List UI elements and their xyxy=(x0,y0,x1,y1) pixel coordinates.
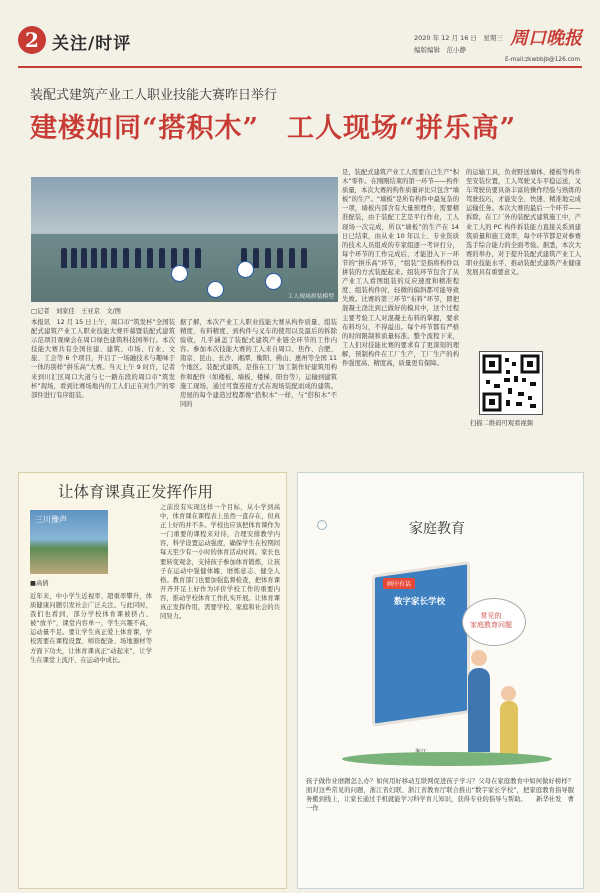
adult-figure-illustration xyxy=(468,668,490,752)
qr-code[interactable] xyxy=(479,351,543,415)
newspaper-logo: 周口晚报 xyxy=(510,28,582,49)
qr-caption: 扫描二维码可观看视频 xyxy=(470,420,533,427)
family-education-caption: 孩子做作业磨蹭怎么办？如何用好移动互联网促进孩子学习？父母在家庭教育中如何做好榜样？面对这些常见的问题，浙江省妇联、浙江省教育厅联合推出“数字家长学校”，把家庭教育指导服务搬到线上，让家长通过手机就能学习科学育儿知识，获得专业的指导与帮助。 新华社发 曹一作 xyxy=(306,778,574,813)
speech-bubble-text: 常见的 家庭教育问题 xyxy=(470,612,512,629)
section-title: 关注/时评 xyxy=(52,34,132,54)
issue-date: 2020 年 12 月 16 日 星期三 xyxy=(414,34,503,42)
phone-screen-title: 数字家长学校 xyxy=(394,597,446,607)
child-figure-illustration xyxy=(500,701,518,755)
page-number-badge: 2 xyxy=(18,26,46,54)
article-headline: 建楼如同“搭积木” 工人现场“拼乐高” xyxy=(30,113,517,144)
ground-illustration xyxy=(342,752,552,766)
pe-image-label: 三川豫声 xyxy=(35,515,67,524)
article-byline: □记者 刘家佳 王亚京 文/图 xyxy=(31,308,121,315)
pe-article-byline: ■高倩 xyxy=(30,580,49,587)
article-kicker: 装配式建筑产业工人职业技能大赛昨日举行 xyxy=(30,88,278,103)
cartoon-tag: 画中有话 xyxy=(383,578,415,589)
article-column-3: 是，装配式建筑产业工人需要自己生产“积木”零件。在刚刚结束的第一环节——构件质量，本次大赛的构件质量评比只包含“墙板”的生产。“墙板”是所有构件中最复杂的一项，墙板内部含有大量预埋件，需要精准配装，由于装配工艺是平行作业，工人现场一次完成，所以“墙板”的生产在 14 日已结束，由从业 10 年以上、专业资质的技术人员组成的专家组逐一考评打分，每个环节的工作完成后，才能进入下一环节的“拼乐高”环节，“组装”是指将构件以拼装的方式装配起来。组装环节包含了从产业工人看图组装的反应速度和精准程度、组装构件时，轻微的偏斜都可能导致失败。比赛的第三环节“布料”环节，即把混凝土浇注到已做好的模具中，这个过程主要考验工人对混凝土布料的掌握，要求布料均匀，不得溢出。每个环节都有严格的时间限制和质量标准。整个流程下来，工人们对技能比赛的要求有了更深刻的理解，预制构件在工厂生产，工厂生产的构件强度高、精度高，质量更有保障。 xyxy=(342,169,459,367)
header-divider xyxy=(18,66,582,68)
pe-article-title: 让体育课真正发挥作用 xyxy=(58,483,214,501)
child-head-illustration xyxy=(501,686,516,701)
circle-decoration-icon xyxy=(317,520,327,530)
pe-article-column-2: 之前没有实现这样一个目标，从小学到高中，体育课在课程表上虽然一直存在，但真正上好的并不多。学校也应该把体育课作为一门重要的课程来对待，合理安排教学内容，科学设置运动强度，确保学生在校期间每天至少有一小时的体育活动时间。家长也要转变观念，支持孩子参加体育锻炼，让孩子在运动中强健体魄、磨炼意志、健全人格。教育部门也要加强监督检查，把体育课开齐开足上好作为评价学校工作的重要内容，推动学校体育工作扎实开展。让体育课真正发挥作用，需要学校、家庭和社会的共同努力。 xyxy=(160,504,280,621)
article-column-2: 据了解，本次产业工人职业技能大赛从构件质量、组装精度、布料精度、到构件与叉车的使用以及最后的拆除验收，几乎涵盖了装配式建筑产业链全环节的工作内容。参加本次技能大赛的工人来自周口、焦作、合肥、南京、昆山、长沙、湘潭、衡阳、佛山、惠州等全国 11 个地区。装配式建筑，是指在工厂加工制作好建筑用构件和配件（如楼板、墙板、楼梯、阳台等），运输到建筑施工现场，通过可靠连接方式在现场装配而成的建筑。房屋的每个建造过程都像“搭积木”一样，与“搭积木”不同的 xyxy=(180,319,337,408)
pe-article-column-1: 近年来，中小学生近视率、超重率攀升，体质健康问题引发社会广泛关注。与此同时，我们也看到，部分学校体育课被挤占、被“放羊”，课堂内容单一，学生兴趣不高，运动量不足。要让学生真正爱上体育课，学校需要在课程设置、师资配备、场地器材等方面下功夫，让体育课真正“动起来”，让学生在课堂上流汗、在运动中成长。 xyxy=(30,593,152,664)
article-column-1: 本报讯 12 月 15 日上午，周口市“筑发杯”全国装配式建筑产业工人职业技能大赛开幕暨装配式建筑示范项目观摩会在周口绿色建筑科技园举行。本次技能大赛共有全国住建、建筑、市场、行业、文旅、工会等 6 个项目，开启了一场融技术与趣味于一体的别样“拼乐高”大赛。当天上午 9 时许，记者来到川汇区周口大道与七一路东段的周口市“筑发杯”现场，看到比赛场地内的工人们正在对生产的零部件进行有序组装。 xyxy=(31,319,175,399)
article-column-4: 的运输工具，负责野送墙体、楼板等构件至安装位置，工人驾驶叉车平稳运送，叉车驾驶员要具备丰富的操作经验与熟练的驾驶技巧，才能安全、快速、精准地完成运输任务。本次大赛的最后一个环节——拆除，在工厂外的装配式建筑施工中，产业工人的 PC 构件拆装能力直接关系到建筑质量和施工效率，每个环节都是对参赛选手综合能力的全面考验。据悉，本次大赛的举办，对于提升装配式建筑产业工人职业技能水平、推动装配式建筑产业健康发展具有重要意义。 xyxy=(466,169,581,277)
contact-email: E-mail:zkwbbjb@126.com xyxy=(505,57,581,63)
photo-caption: 工人现场拼装模型 xyxy=(287,294,334,300)
page-editor: 编版编辑 范小静 xyxy=(414,46,466,54)
article-photo xyxy=(31,177,338,302)
family-education-title: 家庭教育 xyxy=(409,521,465,537)
adult-head-illustration xyxy=(471,650,487,666)
